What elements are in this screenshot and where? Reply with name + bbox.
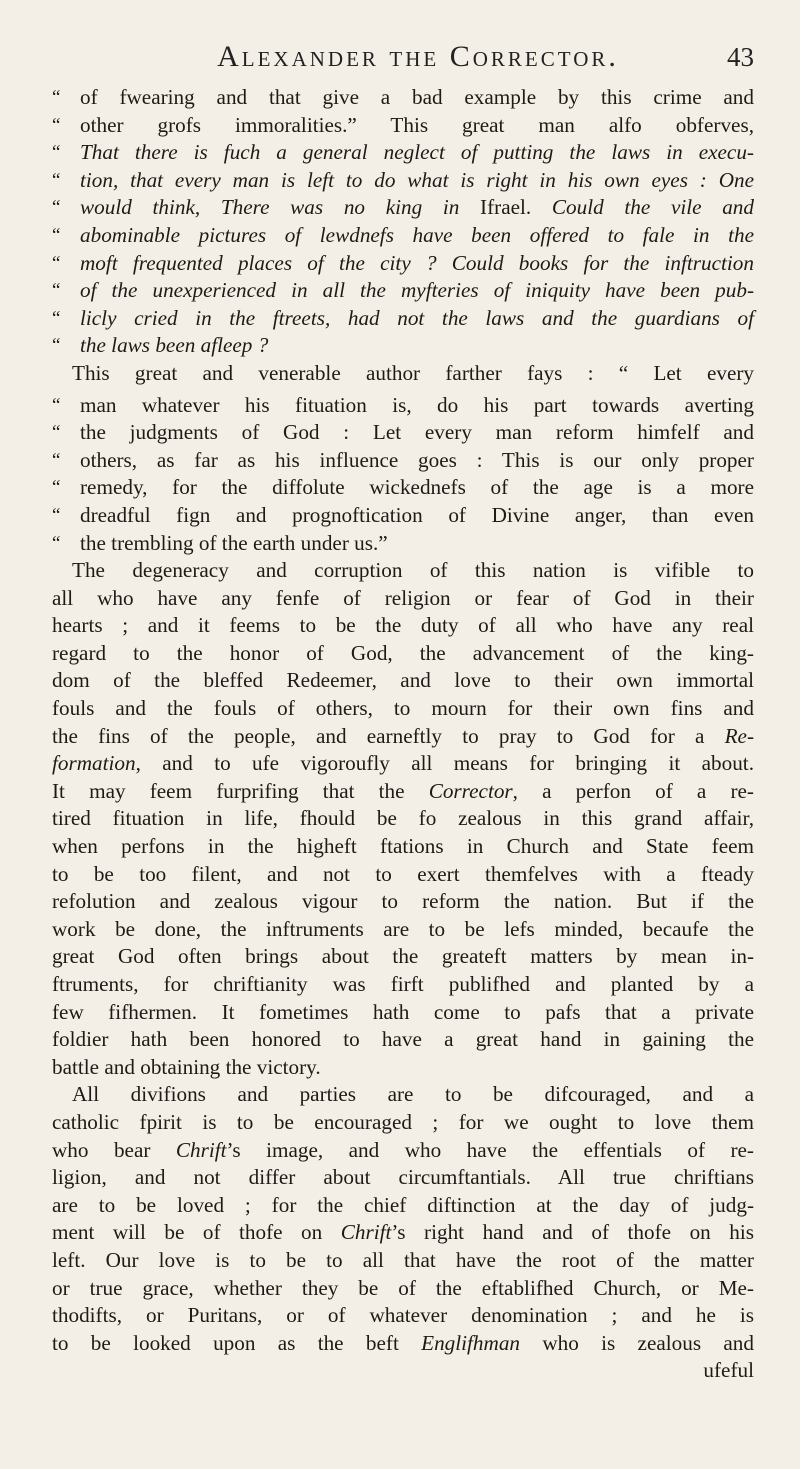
text-line bbox=[52, 1054, 754, 1082]
roman-text: catholic fpirit is to be encouraged ; for we ought to love them bbox=[52, 1109, 754, 1134]
quote-line-text bbox=[80, 305, 754, 333]
quote-mark: “ bbox=[52, 504, 61, 526]
paragraph-intro-line: This great and venerable author farther fays : “ Let every bbox=[72, 360, 754, 385]
roman-text: foldier hath been honored to have a great hand in gaining the bbox=[52, 1027, 754, 1052]
quote-line bbox=[52, 419, 754, 447]
quote-line-text: dreadful fign and prognoftication of Divine anger, than even bbox=[80, 502, 754, 527]
text-line bbox=[52, 723, 754, 751]
roman-text: to be too filent, and not to exert themfelves with a fteady bbox=[52, 861, 754, 886]
text-line bbox=[52, 1026, 754, 1054]
quote-mark: “ bbox=[52, 335, 61, 357]
quote-line bbox=[52, 332, 754, 360]
text-line bbox=[52, 1275, 754, 1303]
italic-text: Corrector bbox=[428, 778, 513, 803]
quote-line bbox=[52, 447, 754, 475]
roman-text: regard to the honor of God, the advancement of the king- bbox=[52, 640, 754, 665]
roman-text: ’s image, and who have the effentials of re- bbox=[226, 1137, 754, 1162]
roman-text: thodifts, or Puritans, or of whatever denomination ; and he is bbox=[52, 1303, 754, 1328]
quote-block-second bbox=[52, 392, 754, 558]
roman-text: tired fituation in life, fhould be fo zealous in this grand affair, bbox=[52, 806, 754, 831]
roman-text: dom of the bleffed Redeemer, and love to their own immortal bbox=[52, 668, 754, 693]
text-line bbox=[52, 778, 754, 806]
quote-line bbox=[52, 474, 754, 502]
italic-text: of the unexperienced in all the myfteries of iniquity have been pub- bbox=[80, 278, 754, 303]
text-line bbox=[52, 1137, 754, 1165]
text-line bbox=[52, 667, 754, 695]
roman-text: other grofs immoralities.” This great man alfo obferves, bbox=[80, 112, 754, 137]
quote-line-text: man whatever his fituation is, do his part towards averting bbox=[80, 392, 754, 417]
text-line bbox=[52, 916, 754, 944]
quote-mark: “ bbox=[52, 197, 61, 219]
quote-mark: “ bbox=[52, 280, 61, 302]
quote-mark: “ bbox=[52, 252, 61, 274]
italic-text: the laws been afleep ? bbox=[80, 333, 269, 358]
italic-text: formation bbox=[52, 751, 136, 776]
italic-text: Englifhman bbox=[421, 1330, 521, 1355]
italic-text: moft frequented places of the city ? Could books for the inftruction bbox=[80, 250, 754, 275]
quote-line bbox=[52, 392, 754, 420]
roman-text: who is zealous and bbox=[520, 1330, 754, 1355]
text-line bbox=[52, 1330, 754, 1358]
roman-text: ment will be of thofe on bbox=[52, 1220, 341, 1245]
quote-mark: “ bbox=[52, 449, 61, 471]
roman-text: few fifhermen. It fometimes hath come to pafs that a private bbox=[52, 999, 754, 1024]
quote-mark: “ bbox=[52, 307, 61, 329]
quote-mark: “ bbox=[52, 114, 61, 136]
text-line bbox=[52, 999, 754, 1027]
italic-text: tion, that every man is left to do what is right in his own eyes : One bbox=[80, 167, 754, 192]
catchword: ufeful bbox=[703, 1358, 754, 1383]
roman-text: of fwearing and that give a bad example by this crime and bbox=[80, 85, 754, 109]
roman-text: , a perfon of a re- bbox=[512, 778, 754, 803]
roman-text: ftruments, for chriftianity was firft publifhed and planted by a bbox=[52, 972, 754, 996]
running-head bbox=[52, 40, 754, 80]
quote-line bbox=[52, 530, 754, 558]
quote-line-text bbox=[80, 139, 754, 167]
quote-mark: “ bbox=[52, 394, 61, 416]
quote-line-text: the trembling of the earth under us.” bbox=[80, 530, 388, 555]
italic-text: abominable pictures of lewdnefs have been offered to fale in the bbox=[80, 222, 754, 247]
italic-text: Chrift bbox=[340, 1220, 392, 1245]
paragraph-degeneracy bbox=[52, 557, 754, 1081]
paragraph-divisions bbox=[52, 1081, 754, 1357]
italic-text: Could the vile and bbox=[551, 195, 754, 220]
quote-mark: “ bbox=[52, 142, 61, 164]
text-line bbox=[52, 888, 754, 916]
quote-line-text: the judgments of God : Let every man reform himfelf and bbox=[80, 420, 754, 445]
text-line bbox=[52, 750, 754, 778]
italic-text: Chrift bbox=[175, 1137, 227, 1162]
text-line bbox=[52, 1192, 754, 1220]
quote-line bbox=[52, 167, 754, 195]
roman-text: Ifrael. bbox=[480, 195, 552, 220]
quote-block-first bbox=[52, 84, 754, 360]
roman-text: or true grace, whether they be of the eftablifhed Church, or Me- bbox=[52, 1275, 754, 1300]
italic-text: would think, There was no king in bbox=[80, 195, 481, 220]
roman-text: ’s right hand and of thofe on his bbox=[391, 1220, 754, 1245]
text-line bbox=[52, 1081, 754, 1109]
catchword-row bbox=[52, 1357, 754, 1385]
quote-line bbox=[52, 305, 754, 333]
quote-line bbox=[52, 277, 754, 305]
paragraph-author-says bbox=[52, 360, 754, 388]
text-line bbox=[52, 1219, 754, 1247]
roman-text: All divifions and parties are to be difcouraged, and a bbox=[72, 1082, 754, 1107]
quote-line-text bbox=[80, 222, 754, 250]
roman-text: the fins of the people, and earneftly to pray to God for a bbox=[52, 723, 725, 748]
roman-text: great God often brings about the greateft matters by mean in- bbox=[52, 944, 754, 969]
text-line bbox=[52, 612, 754, 640]
quote-mark: “ bbox=[52, 532, 61, 554]
quote-line bbox=[52, 194, 754, 222]
quote-line-text bbox=[80, 112, 754, 140]
text-line bbox=[52, 585, 754, 613]
roman-text: who bear bbox=[52, 1137, 176, 1162]
quote-line-text bbox=[80, 84, 754, 112]
text-line bbox=[52, 1109, 754, 1137]
quote-line-text bbox=[80, 277, 754, 305]
quote-line bbox=[52, 250, 754, 278]
quote-mark: “ bbox=[52, 87, 61, 108]
roman-text: all who have any fenfe of religion or fear of God in their bbox=[52, 585, 754, 610]
quote-mark: “ bbox=[52, 422, 61, 444]
roman-text: , and to ufe vigoroufly all means for bringing it about. bbox=[135, 751, 754, 776]
quote-line bbox=[52, 112, 754, 140]
text-line bbox=[52, 861, 754, 889]
roman-text: to be looked upon as the beft bbox=[52, 1330, 422, 1355]
text-line bbox=[52, 833, 754, 861]
roman-text: work be done, the inftruments are to be lefs minded, becaufe the bbox=[52, 916, 754, 941]
text-line bbox=[52, 557, 754, 585]
text-line bbox=[52, 640, 754, 668]
roman-text: hearts ; and it feems to be the duty of all who have any real bbox=[52, 613, 754, 638]
quote-line-text bbox=[80, 332, 754, 360]
quote-mark: “ bbox=[52, 477, 61, 499]
page-number: 43 bbox=[727, 42, 754, 72]
italic-text: Re- bbox=[724, 723, 754, 748]
text-line bbox=[52, 1247, 754, 1275]
quote-line bbox=[52, 139, 754, 167]
quote-mark: “ bbox=[52, 224, 61, 246]
text-line bbox=[52, 943, 754, 971]
quote-line bbox=[52, 222, 754, 250]
text-line bbox=[52, 695, 754, 723]
quote-line-text bbox=[80, 250, 754, 278]
roman-text: are to be loved ; for the chief diftinction at the day of judg- bbox=[52, 1192, 754, 1217]
roman-text: refolution and zealous vigour to reform the nation. But if the bbox=[52, 889, 754, 914]
text-line bbox=[52, 805, 754, 833]
quote-line-text: others, as far as his influence goes : This is our only proper bbox=[80, 447, 754, 472]
italic-text: licly cried in the ftreets, had not the laws and the guardians of bbox=[80, 305, 754, 330]
quote-line bbox=[52, 502, 754, 530]
quote-line-text bbox=[80, 167, 754, 195]
roman-text: The degeneracy and corruption of this nation is vifible to bbox=[72, 558, 754, 583]
quote-mark: “ bbox=[52, 169, 61, 191]
running-title: Alexander the Corrector. bbox=[217, 40, 619, 73]
text-line bbox=[52, 1164, 754, 1192]
quote-line-text bbox=[80, 194, 754, 222]
roman-text: left. Our love is to be to all that have the root of the matter bbox=[52, 1247, 754, 1272]
quote-line-text: remedy, for the diffolute wickednefs of the age is a more bbox=[80, 475, 754, 500]
book-page bbox=[52, 40, 754, 1385]
quote-line bbox=[52, 84, 754, 112]
roman-text: battle and obtaining the victory. bbox=[52, 1054, 321, 1079]
text-line bbox=[52, 1302, 754, 1330]
roman-text: fouls and the fouls of others, to mourn for their own fins and bbox=[52, 696, 754, 721]
text-line bbox=[52, 971, 754, 999]
italic-text: That there is fuch a general neglect of putting the laws in execu- bbox=[80, 140, 754, 165]
roman-text: when perfons in the higheft ftations in Church and State feem bbox=[52, 834, 754, 859]
roman-text: ligion, and not differ about circumftantials. All true chriftians bbox=[52, 1165, 754, 1190]
roman-text: It may feem furprifing that the bbox=[52, 778, 429, 803]
